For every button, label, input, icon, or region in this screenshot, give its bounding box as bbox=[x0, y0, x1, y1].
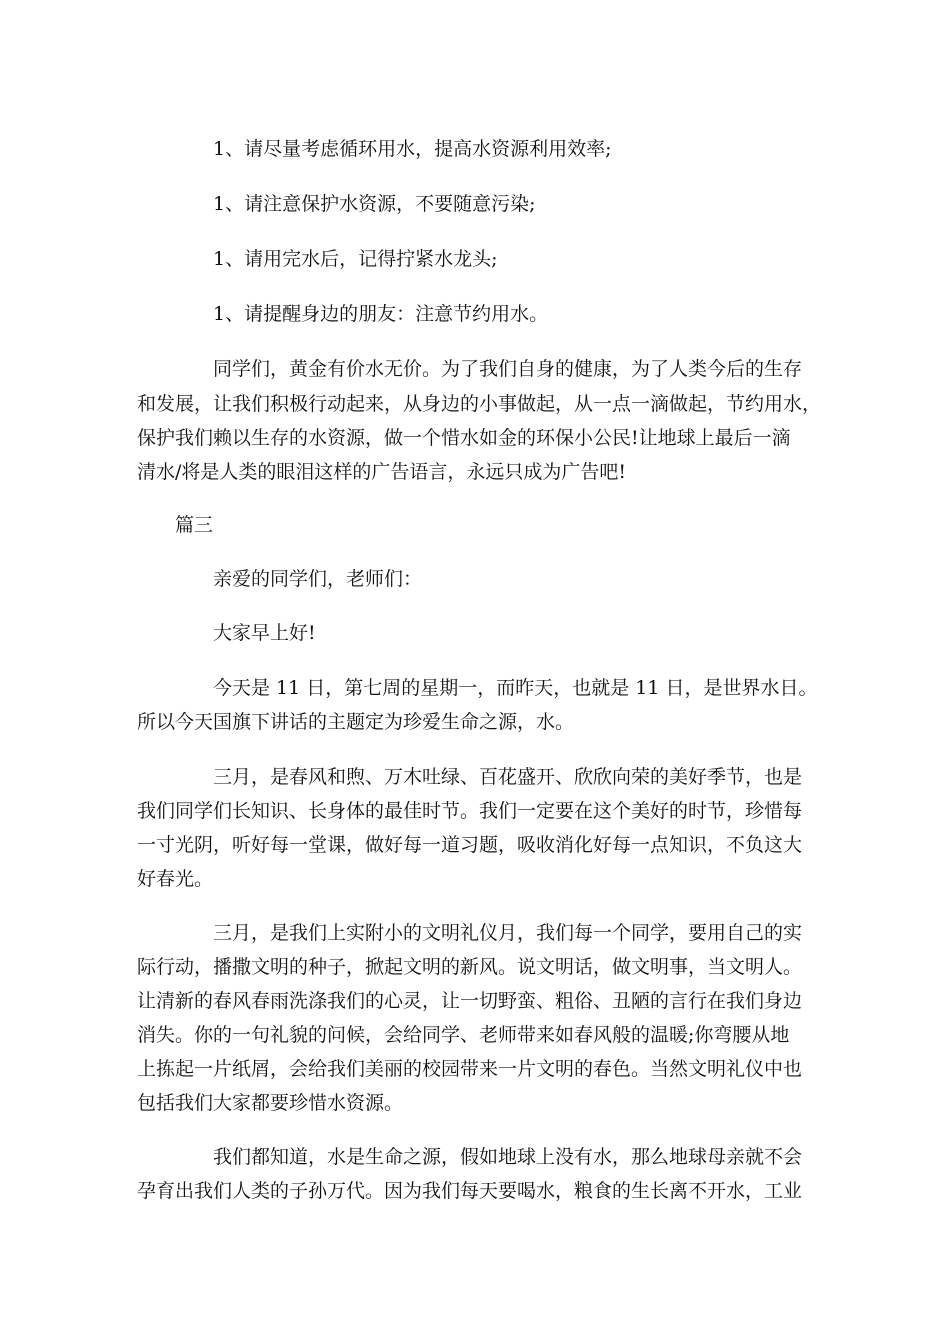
paragraph-line: 我们同学们长知识、长身体的最佳时节。我们一定要在这个美好的时节，珍惜每 bbox=[137, 800, 803, 822]
paragraph-line: 上拣起一片纸屑，会给我们美丽的校园带来一片文明的春色。当然文明礼仪中也 bbox=[137, 1058, 803, 1080]
paragraph-line: 孕育出我们人类的子孙万代。因为我们每天要喝水，粮食的生长离不开水，工业 bbox=[137, 1180, 803, 1202]
paragraph-line: 所以今天国旗下讲话的主题定为珍爱生命之源，水。 bbox=[137, 711, 575, 733]
paragraph-line: 消失。你的一句礼貌的问候，会给同学、老师带来如春风般的温暖;你弯腰从地 bbox=[137, 1024, 790, 1046]
paragraph-line: 一寸光阴，听好每一堂课，做好每一道习题，吸收消化好每一点知识，不负这大 bbox=[137, 834, 803, 856]
paragraph-line: 同学们，黄金有价水无价。为了我们自身的健康，为了人类今后的生存 bbox=[137, 358, 803, 380]
list-item: 1、请提醒身边的朋友：注意节约用水。 bbox=[137, 303, 549, 325]
paragraph-line: 三月，是我们上实附小的文明礼仪月，我们每一个同学，要用自己的实 bbox=[137, 922, 803, 944]
paragraph-line: 清水/将是人类的眼泪这样的广告语言，永远只成为广告吧! bbox=[137, 461, 627, 483]
paragraph-line: 际行动，播撒文明的种子，掀起文明的新风。说文明话，做文明事，当文明人。 bbox=[137, 956, 803, 978]
section-heading: 篇三 bbox=[137, 514, 214, 536]
paragraph-line: 保护我们赖以生存的水资源，做一个惜水如金的环保小公民!让地球上最后一滴 bbox=[137, 427, 791, 449]
paragraph-line: 包括我们大家都要珍惜水资源。 bbox=[137, 1092, 404, 1114]
paragraph-line: 和发展，让我们积极行动起来，从身边的小事做起，从一点一滴做起，节约用水， bbox=[137, 393, 822, 415]
paragraph-line: 三月，是春风和煦、万木吐绿、百花盛开、欣欣向荣的美好季节，也是 bbox=[137, 766, 803, 788]
salutation: 亲爱的同学们，老师们： bbox=[137, 568, 423, 590]
paragraph-line: 让清新的春风春雨洗涤我们的心灵，让一切野蛮、粗俗、丑陋的言行在我们身边 bbox=[137, 990, 803, 1012]
greeting: 大家早上好! bbox=[137, 622, 316, 644]
list-item: 1、请注意保护水资源，不要随意污染; bbox=[137, 193, 536, 215]
list-item: 1、请尽量考虑循环用水，提高水资源利用效率; bbox=[137, 138, 612, 160]
paragraph-line: 我们都知道，水是生命之源，假如地球上没有水，那么地球母亲就不会 bbox=[137, 1146, 803, 1168]
list-item: 1、请用完水后，记得拧紧水龙头; bbox=[137, 248, 498, 270]
paragraph-line: 好春光。 bbox=[137, 868, 214, 890]
paragraph-line: 今天是 11 日，第七周的星期一，而昨天，也就是 11 日，是世界水日。 bbox=[137, 677, 818, 699]
